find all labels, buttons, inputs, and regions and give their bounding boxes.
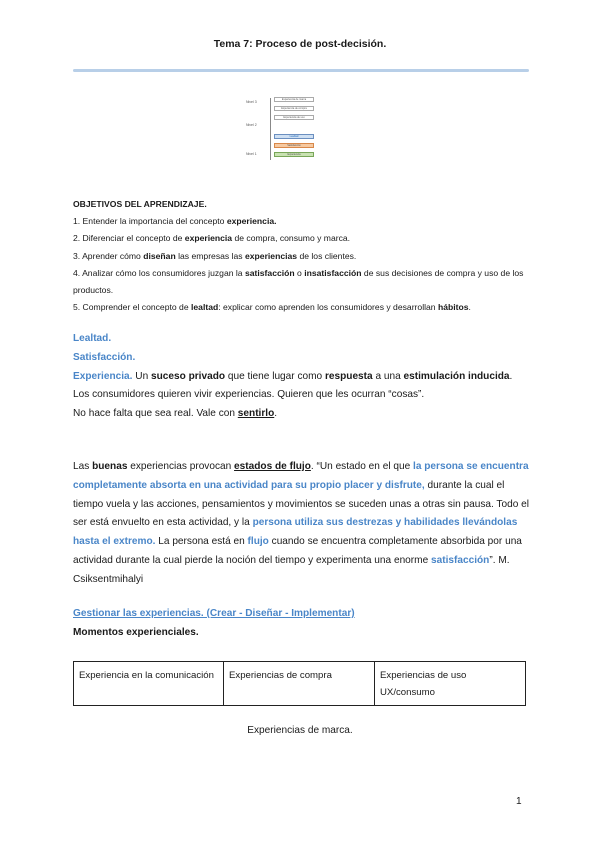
diagram-box-compra: Experiencia de compra [274, 106, 314, 111]
objective-2: 2. Diferenciar el concepto de experiencia de compra, consumo y marca. [73, 233, 351, 244]
title-rule [73, 69, 529, 72]
manage-experiences-link[interactable]: Gestionar las experiencias. (Crear - Diseñar - Implementar) [73, 608, 355, 619]
table-cell-uso: Experiencias de uso UX/consumo [375, 662, 526, 706]
page-title: Tema 7: Proceso de post-decisión. [213, 38, 387, 50]
experiencia-line-3: No hace falta que sea real. Vale con sentirlo. [73, 408, 278, 420]
table-row [74, 662, 526, 706]
diagram-tick-2: Nivel 2 [246, 123, 257, 127]
diagram-box-uso: Experiencia de uso [274, 115, 314, 120]
diagram-axis [270, 98, 271, 160]
moments-table [73, 661, 526, 706]
objective-4: 4. Analizar cómo los consumidores juzgan la satisfacción o insatisfacción de sus decisiones de compra y uso de los productos. [73, 267, 524, 296]
table-caption: Experiencias de marca. [247, 725, 353, 736]
diagram-tick-3: Nivel 3 [246, 100, 257, 104]
diagram-box-marca: Experiencia de marca [274, 97, 314, 102]
diagram-tick-1: Nivel 1 [246, 152, 257, 156]
concepts-section [73, 330, 533, 424]
levels-diagram [246, 96, 318, 162]
objectives-heading: OBJETIVOS DEL APRENDIZAJE. [73, 199, 207, 209]
moments-heading: Momentos experienciales. [73, 626, 199, 638]
page-number: 1 [516, 796, 522, 807]
table-cell-compra: Experiencias de compra [224, 662, 375, 706]
table-cell-comunicacion: Experiencia en la comunicación [74, 662, 224, 706]
diagram-box-experiencia: Experiencia [274, 152, 314, 157]
diagram-box-satisfaccion: Satisfacción [274, 143, 314, 148]
objectives-section [73, 196, 553, 316]
flow-paragraph: Las buenas experiencias provocan estados de flujo. “Un estado en el que la persona se encuentra completamente absorta en una actividad para su propio placer y disfrute, durante la cual el tiempo vuela y las acciones, pensamientos y movimientos se suceden unas a otras sin pausa. Todo el ser está envuelto en esta actividad, y la persona utiliza sus destrezas y habilidades llevándolas hasta el extremo. La persona está en flujo cuando se encuentra completamente absorbida por una actividad durante la cual pierde la noción del tiempo y experimenta una enorme satisfacción”. M. Csiksentmihalyi [73, 461, 529, 585]
experiencia-definition: Experiencia. Un suceso privado que tiene lugar como respuesta a una estimulación inducida. [73, 370, 513, 382]
objective-3: 3. Aprender cómo diseñan las empresas las experiencias de los clientes. [73, 250, 357, 261]
objective-5: 5. Comprender el concepto de lealtad: explicar como aprenden los consumidores y desarrollan hábitos. [73, 302, 471, 313]
diagram-box-lealtad: Lealtad [274, 134, 314, 139]
heading-lealtad: Lealtad. [73, 333, 112, 344]
heading-satisfaccion: Satisfacción. [73, 351, 136, 363]
manage-section [73, 605, 533, 643]
experiencia-line-2: Los consumidores quieren vivir experiencias. Quieren que les ocurran “cosas”. [73, 389, 425, 401]
objective-1: 1. Entender la importancia del concepto experiencia. [73, 216, 277, 227]
